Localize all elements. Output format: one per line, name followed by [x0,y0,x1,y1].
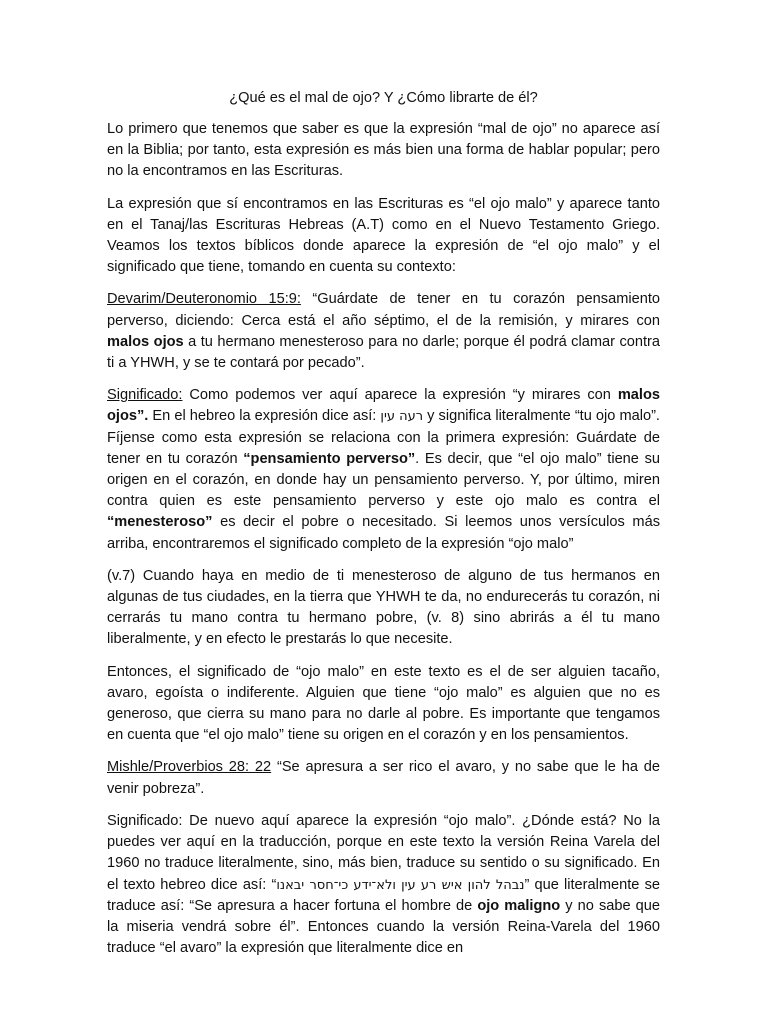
text-span: Significado: De nuevo aquí aparece la expresión “ojo malo”. ¿Dónde está? No la puedes ver aquí en la traducción, porque en este texto la versión Reina Varela del 1960 no traduce literalmente, sino, más bien, traduce su sentido o su significado. En el texto hebreo dice así: “ [107,812,660,893]
text-span: . Es decir, que “el ojo malo” tiene su origen en el corazón, en donde hay un pensamiento perverso. Y, por último, miren contra quien es este pensamiento perverso y este ojo malo es contra el [107,450,660,510]
text-span: y no sabe que la miseria vendrá sobre él”. Entonces cuando la versión Reina-Varela del 1960 traduce “el avaro” la expresión que literalmente dice en [107,897,661,957]
reference-deuteronomy: Devarim/Deuteronomio 15:9: [107,291,301,308]
bold-text: malos ojos”. [107,387,660,425]
bold-text: “pensamiento perverso” [243,450,416,467]
text-span: ” que literalmente se traduce así: “Se apresura a hacer fortuna el hombre de [107,876,660,914]
paragraph-meaning-1 [107,385,660,555]
text-span: “Se apresura a ser rico el avaro, y no sabe que le ha de venir pobreza”. [107,759,660,797]
paragraph-intro: Lo primero que tenemos que saber es que la expresión “mal de ojo” no aparece así en la Biblia; por tanto, esta expresión es más bien una forma de hablar popular; pero no la encontramos en las Escrituras. [107,121,660,180]
paragraph-expression: La expresión que sí encontramos en las Escrituras es “el ojo malo” y aparece tanto en el Tanaj/las Escrituras Hebreas (A.T) como en el Nuevo Testamento Griego. Veamos los textos bíblicos donde aparece la expresión de “el ojo malo” y el significado que tiene, tomando en cuenta su contexto: [107,195,660,276]
text-span: es decir el pobre o necesitado. Si leemos unos versículos más arriba, encontraremos el significado completo de la expresión “ojo malo” [107,514,660,552]
text-span: y significa literalmente “tu ojo malo”. Fíjense como esta expresión se relaciona con la primera expresión: Guárdate de tener en tu corazón [107,408,660,467]
paragraph-proverbs [107,757,660,799]
text-span: “Guárdate de tener en tu corazón pensamiento perverso, diciendo: Cerca está el año séptimo, el de la remisión, y mirares con [107,291,660,329]
label-significado: Significado: [107,387,183,404]
bold-text: ojo maligno [477,897,561,914]
text-span: a tu hermano menesteroso para no darle; porque él podrá clamar contra ti a YHWH, y se te contará por pecado”. [107,333,661,372]
paragraph-meaning-2 [107,811,660,959]
paragraph-deuteronomy [107,289,660,374]
text-span: Como podemos ver aquí aparece la expresión “y mirares con [182,387,618,404]
paragraph-conclusion: Entonces, el significado de “ojo malo” en este texto es el de ser alguien tacaño, avaro, egoísta o indiferente. Alguien que tiene “ojo malo” es alguien que no es generoso, que cierra su mano para no darle al pobre. Es importante que tengamos en cuenta que “el ojo malo” tiene su origen en el corazón y en los pensamientos. [107,663,660,744]
document-title: ¿Qué es el mal de ojo? Y ¿Cómo librarte de él? [229,90,538,106]
text-span: En el hebreo la expresión dice así: [148,408,381,425]
hebrew-text: נבהל להון איש רע עין ולא־ידע כי־חסר יבאנו [276,877,525,893]
bold-text: “menesteroso” [107,514,213,531]
reference-proverbs: Mishle/Proverbios 28: 22 [107,759,272,776]
document-page [107,88,660,970]
hebrew-text: רעה עין [380,409,424,425]
bold-text: malos ojos [107,333,184,350]
paragraph-verse-7: (v.7) Cuando haya en medio de ti menesteroso de alguno de tus hermanos en algunas de tus ciudades, en la tierra que YHWH te da, no endurecerás tu corazón, ni cerrarás tu mano contra tu hermano pobre, (v. 8) sino abrirás a él tu mano liberalmente, y en efecto le prestarás lo que necesite. [107,567,660,648]
